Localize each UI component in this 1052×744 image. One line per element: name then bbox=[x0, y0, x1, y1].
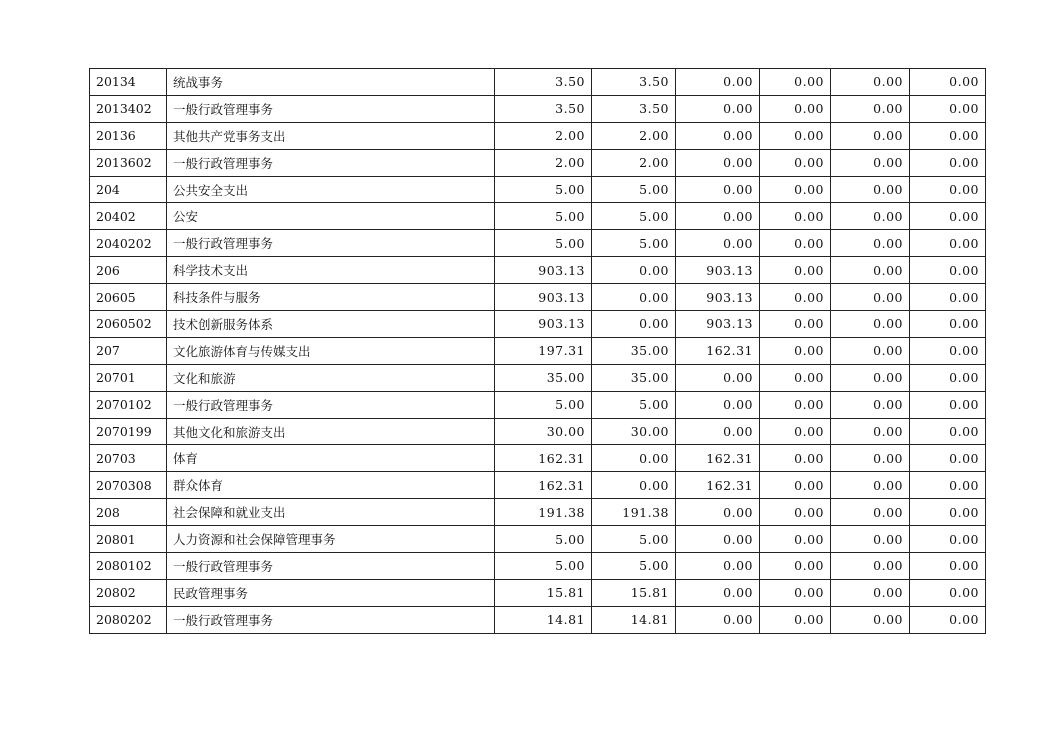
amount-cell-col-3: 0.00 bbox=[676, 391, 760, 418]
table-row bbox=[90, 606, 986, 633]
subject-code-cell: 20136 bbox=[90, 122, 167, 149]
amount-cell-col-2: 5.00 bbox=[592, 526, 676, 553]
amount-cell-col-5: 0.00 bbox=[831, 176, 910, 203]
amount-cell-col-4: 0.00 bbox=[760, 391, 831, 418]
table-row bbox=[90, 230, 986, 257]
amount-cell-col-1: 2.00 bbox=[495, 122, 592, 149]
table-row bbox=[90, 149, 986, 176]
table-row bbox=[90, 176, 986, 203]
subject-name-cell: 文化旅游体育与传媒支出 bbox=[167, 337, 495, 364]
amount-cell-col-3: 162.31 bbox=[676, 337, 760, 364]
subject-name-cell: 公安 bbox=[167, 203, 495, 230]
table-row bbox=[90, 311, 986, 338]
amount-cell-col-6: 0.00 bbox=[910, 176, 986, 203]
amount-cell-col-4: 0.00 bbox=[760, 606, 831, 633]
amount-cell-col-2: 2.00 bbox=[592, 149, 676, 176]
amount-cell-col-1: 3.50 bbox=[495, 69, 592, 96]
amount-cell-col-2: 0.00 bbox=[592, 284, 676, 311]
amount-cell-col-1: 30.00 bbox=[495, 418, 592, 445]
table-row bbox=[90, 257, 986, 284]
amount-cell-col-5: 0.00 bbox=[831, 364, 910, 391]
subject-code-cell: 20134 bbox=[90, 69, 167, 96]
amount-cell-col-6: 0.00 bbox=[910, 122, 986, 149]
subject-code-cell: 2040202 bbox=[90, 230, 167, 257]
amount-cell-col-3: 162.31 bbox=[676, 445, 760, 472]
amount-cell-col-2: 0.00 bbox=[592, 472, 676, 499]
subject-code-cell: 20802 bbox=[90, 579, 167, 606]
amount-cell-col-4: 0.00 bbox=[760, 445, 831, 472]
amount-cell-col-6: 0.00 bbox=[910, 257, 986, 284]
amount-cell-col-5: 0.00 bbox=[831, 203, 910, 230]
subject-name-cell: 社会保障和就业支出 bbox=[167, 499, 495, 526]
amount-cell-col-1: 903.13 bbox=[495, 284, 592, 311]
table-row bbox=[90, 391, 986, 418]
amount-cell-col-2: 0.00 bbox=[592, 311, 676, 338]
table-row bbox=[90, 95, 986, 122]
subject-name-cell: 一般行政管理事务 bbox=[167, 553, 495, 580]
amount-cell-col-5: 0.00 bbox=[831, 391, 910, 418]
subject-code-cell: 20701 bbox=[90, 364, 167, 391]
subject-name-cell: 民政管理事务 bbox=[167, 579, 495, 606]
amount-cell-col-5: 0.00 bbox=[831, 284, 910, 311]
amount-cell-col-2: 30.00 bbox=[592, 418, 676, 445]
amount-cell-col-1: 3.50 bbox=[495, 95, 592, 122]
amount-cell-col-3: 903.13 bbox=[676, 311, 760, 338]
amount-cell-col-3: 162.31 bbox=[676, 472, 760, 499]
subject-code-cell: 204 bbox=[90, 176, 167, 203]
amount-cell-col-2: 35.00 bbox=[592, 364, 676, 391]
amount-cell-col-2: 5.00 bbox=[592, 230, 676, 257]
amount-cell-col-6: 0.00 bbox=[910, 230, 986, 257]
amount-cell-col-5: 0.00 bbox=[831, 257, 910, 284]
amount-cell-col-6: 0.00 bbox=[910, 203, 986, 230]
amount-cell-col-4: 0.00 bbox=[760, 311, 831, 338]
amount-cell-col-2: 3.50 bbox=[592, 95, 676, 122]
amount-cell-col-6: 0.00 bbox=[910, 472, 986, 499]
amount-cell-col-4: 0.00 bbox=[760, 579, 831, 606]
subject-code-cell: 2070308 bbox=[90, 472, 167, 499]
amount-cell-col-4: 0.00 bbox=[760, 284, 831, 311]
amount-cell-col-4: 0.00 bbox=[760, 176, 831, 203]
amount-cell-col-2: 15.81 bbox=[592, 579, 676, 606]
amount-cell-col-4: 0.00 bbox=[760, 69, 831, 96]
amount-cell-col-6: 0.00 bbox=[910, 69, 986, 96]
amount-cell-col-3: 0.00 bbox=[676, 364, 760, 391]
amount-cell-col-1: 5.00 bbox=[495, 203, 592, 230]
subject-name-cell: 技术创新服务体系 bbox=[167, 311, 495, 338]
subject-name-cell: 人力资源和社会保障管理事务 bbox=[167, 526, 495, 553]
amount-cell-col-6: 0.00 bbox=[910, 579, 986, 606]
amount-cell-col-2: 5.00 bbox=[592, 203, 676, 230]
amount-cell-col-2: 5.00 bbox=[592, 391, 676, 418]
table-row bbox=[90, 579, 986, 606]
subject-name-cell: 一般行政管理事务 bbox=[167, 95, 495, 122]
amount-cell-col-2: 5.00 bbox=[592, 176, 676, 203]
amount-cell-col-4: 0.00 bbox=[760, 149, 831, 176]
amount-cell-col-3: 903.13 bbox=[676, 284, 760, 311]
table-row bbox=[90, 418, 986, 445]
amount-cell-col-6: 0.00 bbox=[910, 149, 986, 176]
amount-cell-col-6: 0.00 bbox=[910, 499, 986, 526]
amount-cell-col-6: 0.00 bbox=[910, 284, 986, 311]
amount-cell-col-5: 0.00 bbox=[831, 311, 910, 338]
amount-cell-col-5: 0.00 bbox=[831, 526, 910, 553]
subject-code-cell: 2070199 bbox=[90, 418, 167, 445]
amount-cell-col-1: 5.00 bbox=[495, 176, 592, 203]
amount-cell-col-1: 197.31 bbox=[495, 337, 592, 364]
table-body bbox=[90, 69, 986, 634]
amount-cell-col-5: 0.00 bbox=[831, 122, 910, 149]
amount-cell-col-1: 5.00 bbox=[495, 526, 592, 553]
amount-cell-col-1: 162.31 bbox=[495, 472, 592, 499]
subject-code-cell: 207 bbox=[90, 337, 167, 364]
amount-cell-col-5: 0.00 bbox=[831, 472, 910, 499]
amount-cell-col-4: 0.00 bbox=[760, 257, 831, 284]
amount-cell-col-6: 0.00 bbox=[910, 606, 986, 633]
amount-cell-col-5: 0.00 bbox=[831, 499, 910, 526]
table-row bbox=[90, 69, 986, 96]
subject-name-cell: 一般行政管理事务 bbox=[167, 606, 495, 633]
table-row bbox=[90, 445, 986, 472]
subject-name-cell: 公共安全支出 bbox=[167, 176, 495, 203]
amount-cell-col-1: 5.00 bbox=[495, 553, 592, 580]
subject-code-cell: 20801 bbox=[90, 526, 167, 553]
amount-cell-col-2: 0.00 bbox=[592, 445, 676, 472]
amount-cell-col-1: 162.31 bbox=[495, 445, 592, 472]
subject-name-cell: 群众体育 bbox=[167, 472, 495, 499]
amount-cell-col-5: 0.00 bbox=[831, 69, 910, 96]
amount-cell-col-3: 0.00 bbox=[676, 176, 760, 203]
amount-cell-col-4: 0.00 bbox=[760, 364, 831, 391]
subject-name-cell: 科学技术支出 bbox=[167, 257, 495, 284]
amount-cell-col-6: 0.00 bbox=[910, 364, 986, 391]
table-row bbox=[90, 553, 986, 580]
amount-cell-col-3: 0.00 bbox=[676, 230, 760, 257]
subject-name-cell: 一般行政管理事务 bbox=[167, 391, 495, 418]
amount-cell-col-2: 0.00 bbox=[592, 257, 676, 284]
amount-cell-col-4: 0.00 bbox=[760, 95, 831, 122]
table-row bbox=[90, 499, 986, 526]
amount-cell-col-1: 903.13 bbox=[495, 257, 592, 284]
amount-cell-col-3: 0.00 bbox=[676, 95, 760, 122]
amount-cell-col-3: 0.00 bbox=[676, 418, 760, 445]
amount-cell-col-4: 0.00 bbox=[760, 499, 831, 526]
amount-cell-col-2: 5.00 bbox=[592, 553, 676, 580]
amount-cell-col-3: 0.00 bbox=[676, 606, 760, 633]
subject-code-cell: 2080202 bbox=[90, 606, 167, 633]
amount-cell-col-6: 0.00 bbox=[910, 526, 986, 553]
amount-cell-col-2: 191.38 bbox=[592, 499, 676, 526]
subject-name-cell: 其他文化和旅游支出 bbox=[167, 418, 495, 445]
subject-code-cell: 2070102 bbox=[90, 391, 167, 418]
subject-name-cell: 统战事务 bbox=[167, 69, 495, 96]
amount-cell-col-4: 0.00 bbox=[760, 526, 831, 553]
amount-cell-col-1: 903.13 bbox=[495, 311, 592, 338]
table-row bbox=[90, 472, 986, 499]
amount-cell-col-3: 0.00 bbox=[676, 499, 760, 526]
amount-cell-col-3: 0.00 bbox=[676, 526, 760, 553]
amount-cell-col-1: 5.00 bbox=[495, 391, 592, 418]
subject-code-cell: 208 bbox=[90, 499, 167, 526]
amount-cell-col-6: 0.00 bbox=[910, 311, 986, 338]
amount-cell-col-2: 14.81 bbox=[592, 606, 676, 633]
amount-cell-col-5: 0.00 bbox=[831, 337, 910, 364]
table-row bbox=[90, 526, 986, 553]
amount-cell-col-5: 0.00 bbox=[831, 445, 910, 472]
amount-cell-col-6: 0.00 bbox=[910, 418, 986, 445]
amount-cell-col-4: 0.00 bbox=[760, 472, 831, 499]
amount-cell-col-6: 0.00 bbox=[910, 391, 986, 418]
amount-cell-col-5: 0.00 bbox=[831, 230, 910, 257]
subject-code-cell: 2080102 bbox=[90, 553, 167, 580]
subject-code-cell: 2013402 bbox=[90, 95, 167, 122]
amount-cell-col-6: 0.00 bbox=[910, 337, 986, 364]
amount-cell-col-3: 903.13 bbox=[676, 257, 760, 284]
amount-cell-col-6: 0.00 bbox=[910, 95, 986, 122]
amount-cell-col-3: 0.00 bbox=[676, 579, 760, 606]
amount-cell-col-4: 0.00 bbox=[760, 230, 831, 257]
amount-cell-col-6: 0.00 bbox=[910, 445, 986, 472]
amount-cell-col-3: 0.00 bbox=[676, 553, 760, 580]
amount-cell-col-4: 0.00 bbox=[760, 122, 831, 149]
subject-name-cell: 其他共产党事务支出 bbox=[167, 122, 495, 149]
amount-cell-col-1: 2.00 bbox=[495, 149, 592, 176]
amount-cell-col-4: 0.00 bbox=[760, 337, 831, 364]
subject-code-cell: 2013602 bbox=[90, 149, 167, 176]
subject-code-cell: 20402 bbox=[90, 203, 167, 230]
table-row bbox=[90, 203, 986, 230]
subject-code-cell: 2060502 bbox=[90, 311, 167, 338]
amount-cell-col-4: 0.00 bbox=[760, 418, 831, 445]
amount-cell-col-1: 191.38 bbox=[495, 499, 592, 526]
amount-cell-col-3: 0.00 bbox=[676, 122, 760, 149]
amount-cell-col-4: 0.00 bbox=[760, 203, 831, 230]
amount-cell-col-5: 0.00 bbox=[831, 579, 910, 606]
amount-cell-col-5: 0.00 bbox=[831, 149, 910, 176]
table-row bbox=[90, 122, 986, 149]
subject-code-cell: 20703 bbox=[90, 445, 167, 472]
amount-cell-col-6: 0.00 bbox=[910, 553, 986, 580]
amount-cell-col-3: 0.00 bbox=[676, 149, 760, 176]
table-row bbox=[90, 337, 986, 364]
amount-cell-col-1: 5.00 bbox=[495, 230, 592, 257]
amount-cell-col-5: 0.00 bbox=[831, 606, 910, 633]
budget-table bbox=[89, 68, 986, 634]
subject-code-cell: 20605 bbox=[90, 284, 167, 311]
subject-name-cell: 体育 bbox=[167, 445, 495, 472]
subject-name-cell: 一般行政管理事务 bbox=[167, 149, 495, 176]
amount-cell-col-1: 35.00 bbox=[495, 364, 592, 391]
amount-cell-col-3: 0.00 bbox=[676, 203, 760, 230]
amount-cell-col-3: 0.00 bbox=[676, 69, 760, 96]
subject-code-cell: 206 bbox=[90, 257, 167, 284]
subject-name-cell: 科技条件与服务 bbox=[167, 284, 495, 311]
amount-cell-col-2: 3.50 bbox=[592, 69, 676, 96]
table-row bbox=[90, 364, 986, 391]
amount-cell-col-1: 14.81 bbox=[495, 606, 592, 633]
amount-cell-col-2: 35.00 bbox=[592, 337, 676, 364]
amount-cell-col-5: 0.00 bbox=[831, 553, 910, 580]
table-row bbox=[90, 284, 986, 311]
amount-cell-col-1: 15.81 bbox=[495, 579, 592, 606]
amount-cell-col-5: 0.00 bbox=[831, 95, 910, 122]
subject-name-cell: 一般行政管理事务 bbox=[167, 230, 495, 257]
amount-cell-col-4: 0.00 bbox=[760, 553, 831, 580]
amount-cell-col-2: 2.00 bbox=[592, 122, 676, 149]
subject-name-cell: 文化和旅游 bbox=[167, 364, 495, 391]
amount-cell-col-5: 0.00 bbox=[831, 418, 910, 445]
